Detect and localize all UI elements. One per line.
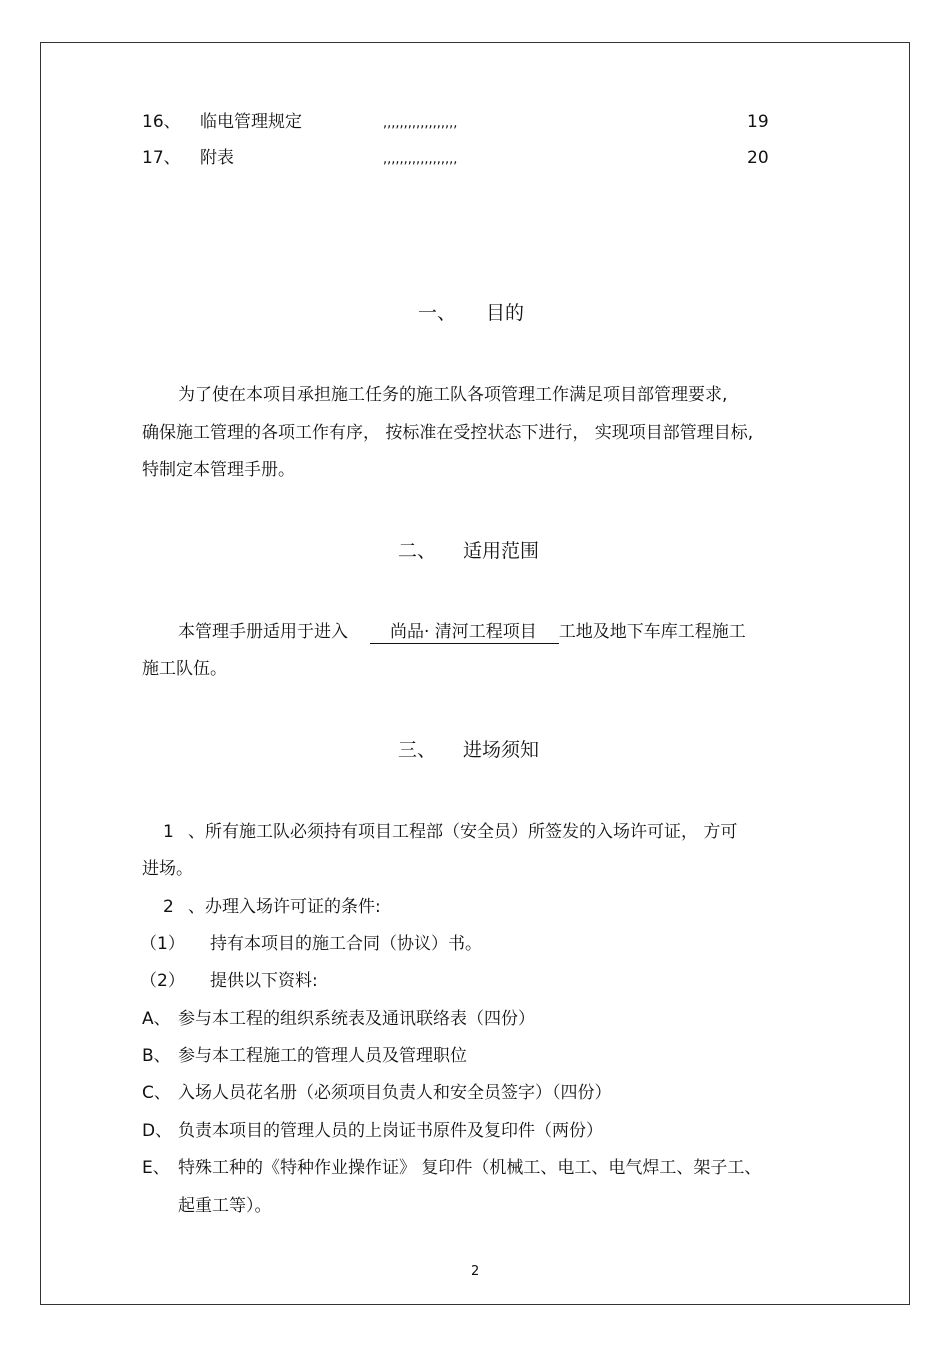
toc-entry-17-page: 20	[747, 148, 769, 168]
section-1-paragraph-line-1: 为了使在本项目承担施工任务的施工队各项管理工作满足项目部管理要求,	[178, 385, 728, 405]
section-2-title: 适用范围	[463, 540, 540, 562]
toc-entry-17-title: 附表	[200, 148, 234, 168]
list-item-a-label: A、	[142, 1009, 171, 1029]
list-item-c-label: C、	[142, 1083, 171, 1103]
toc-entry-16-title: 临电管理规定	[200, 112, 302, 132]
list-item-c-text: 入场人员花名册（必须项目负责人和安全员签字）（四份）	[178, 1083, 612, 1103]
section-2-paragraph-line-1	[178, 621, 746, 644]
page-number: 2	[471, 1264, 480, 1279]
item-1-number: 1	[163, 822, 174, 842]
list-item-b-text: 参与本工程施工的管理人员及管理职位	[178, 1046, 467, 1066]
section-3-title: 进场须知	[463, 739, 540, 761]
subitem-1-text: 持有本项目的施工合同（协议）书。	[210, 934, 482, 954]
project-name-field: 尚品· 清河工程项目	[370, 621, 559, 644]
list-item-d-text: 负责本项目的管理人员的上岗证书原件及复印件（两份）	[178, 1121, 603, 1141]
toc-entry-16-number: 16、	[142, 112, 181, 132]
section-1-title: 目的	[486, 302, 525, 324]
list-item-e-label: E、	[142, 1158, 170, 1178]
list-item-a-text: 参与本工程的组织系统表及通讯联络表（四份）	[178, 1009, 535, 1029]
scope-text-prefix: 本管理手册适用于进入	[178, 622, 348, 642]
toc-entry-17-leader: ,,,,,,,,,,,,,,,,,,	[383, 152, 458, 167]
subitem-2-number: （2）	[140, 971, 185, 991]
section-2-number: 二、	[398, 540, 437, 562]
item-1-text: 、所有施工队必须持有项目工程部（安全员）所签发的入场许可证， 方可	[188, 822, 738, 842]
section-1-paragraph-line-2: 确保施工管理的各项工作有序， 按标准在受控状态下进行， 实现项目部管理目标,	[142, 423, 754, 443]
section-1-paragraph-line-3: 特制定本管理手册。	[142, 460, 295, 480]
list-item-d-label: D、	[142, 1121, 173, 1141]
list-item-b-label: B、	[142, 1046, 171, 1066]
item-1-continuation: 进场。	[142, 859, 193, 879]
list-item-e-continuation: 起重工等）。	[178, 1196, 272, 1216]
scope-text-suffix: 工地及地下车库工程施工	[558, 622, 746, 642]
list-item-e-text: 特殊工种的《特种作业操作证》 复印件（机械工、电工、电气焊工、架子工、	[178, 1158, 762, 1178]
item-2-text: 、办理入场许可证的条件:	[188, 897, 381, 917]
section-1-number: 一、	[418, 302, 457, 324]
toc-entry-16-leader: ,,,,,,,,,,,,,,,,,,	[383, 116, 458, 131]
toc-entry-17-number: 17、	[142, 148, 181, 168]
toc-entry-16-page: 19	[747, 112, 769, 132]
item-2-number: 2	[163, 897, 174, 917]
subitem-2-text: 提供以下资料:	[210, 971, 318, 991]
section-2-paragraph-line-2: 施工队伍。	[142, 659, 227, 679]
subitem-1-number: （1）	[140, 934, 185, 954]
section-3-number: 三、	[398, 739, 437, 761]
